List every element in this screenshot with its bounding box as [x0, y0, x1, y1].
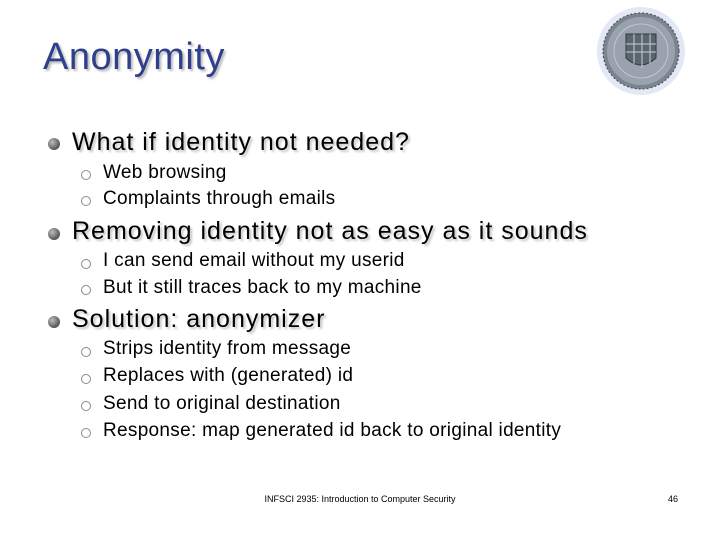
- slide-title: Anonymity: [43, 36, 225, 78]
- sub-bullet-dot-icon: [81, 347, 91, 357]
- sub-bullet-dot-icon: [81, 170, 91, 180]
- sub-bullet-item: Response: map generated id back to original identity: [103, 420, 562, 441]
- sub-bullet-dot-icon: [81, 196, 91, 206]
- sub-bullet-dot-icon: [81, 285, 91, 295]
- sub-bullet-item: I can send email without my userid: [103, 250, 405, 271]
- sub-bullet-dot-icon: [81, 401, 91, 411]
- sub-bullet-item: Web browsing: [103, 162, 227, 183]
- sub-bullet-item: But it still traces back to my machine: [103, 277, 422, 298]
- sub-bullet-item: Strips identity from message: [103, 338, 352, 359]
- university-seal-icon: [596, 6, 686, 96]
- bullet-item: What if identity not needed?: [72, 128, 410, 156]
- sub-bullet-item: Send to original destination: [103, 393, 341, 414]
- sub-bullet-dot-icon: [81, 428, 91, 438]
- sub-bullet-dot-icon: [81, 259, 91, 269]
- sub-bullet-item: Complaints through emails: [103, 188, 336, 209]
- page-number: 46: [667, 494, 678, 504]
- sub-bullet-item: Replaces with (generated) id: [103, 365, 354, 386]
- slide-footer: INFSCI 2935: Introduction to Computer Security: [264, 494, 456, 504]
- sub-bullet-dot-icon: [81, 374, 91, 384]
- bullet-item: Solution: anonymizer: [72, 305, 326, 333]
- bullet-dot-icon: [48, 316, 60, 328]
- bullet-item: Removing identity not as easy as it sounds: [72, 217, 588, 245]
- bullet-dot-icon: [48, 138, 60, 150]
- bullet-dot-icon: [48, 228, 60, 240]
